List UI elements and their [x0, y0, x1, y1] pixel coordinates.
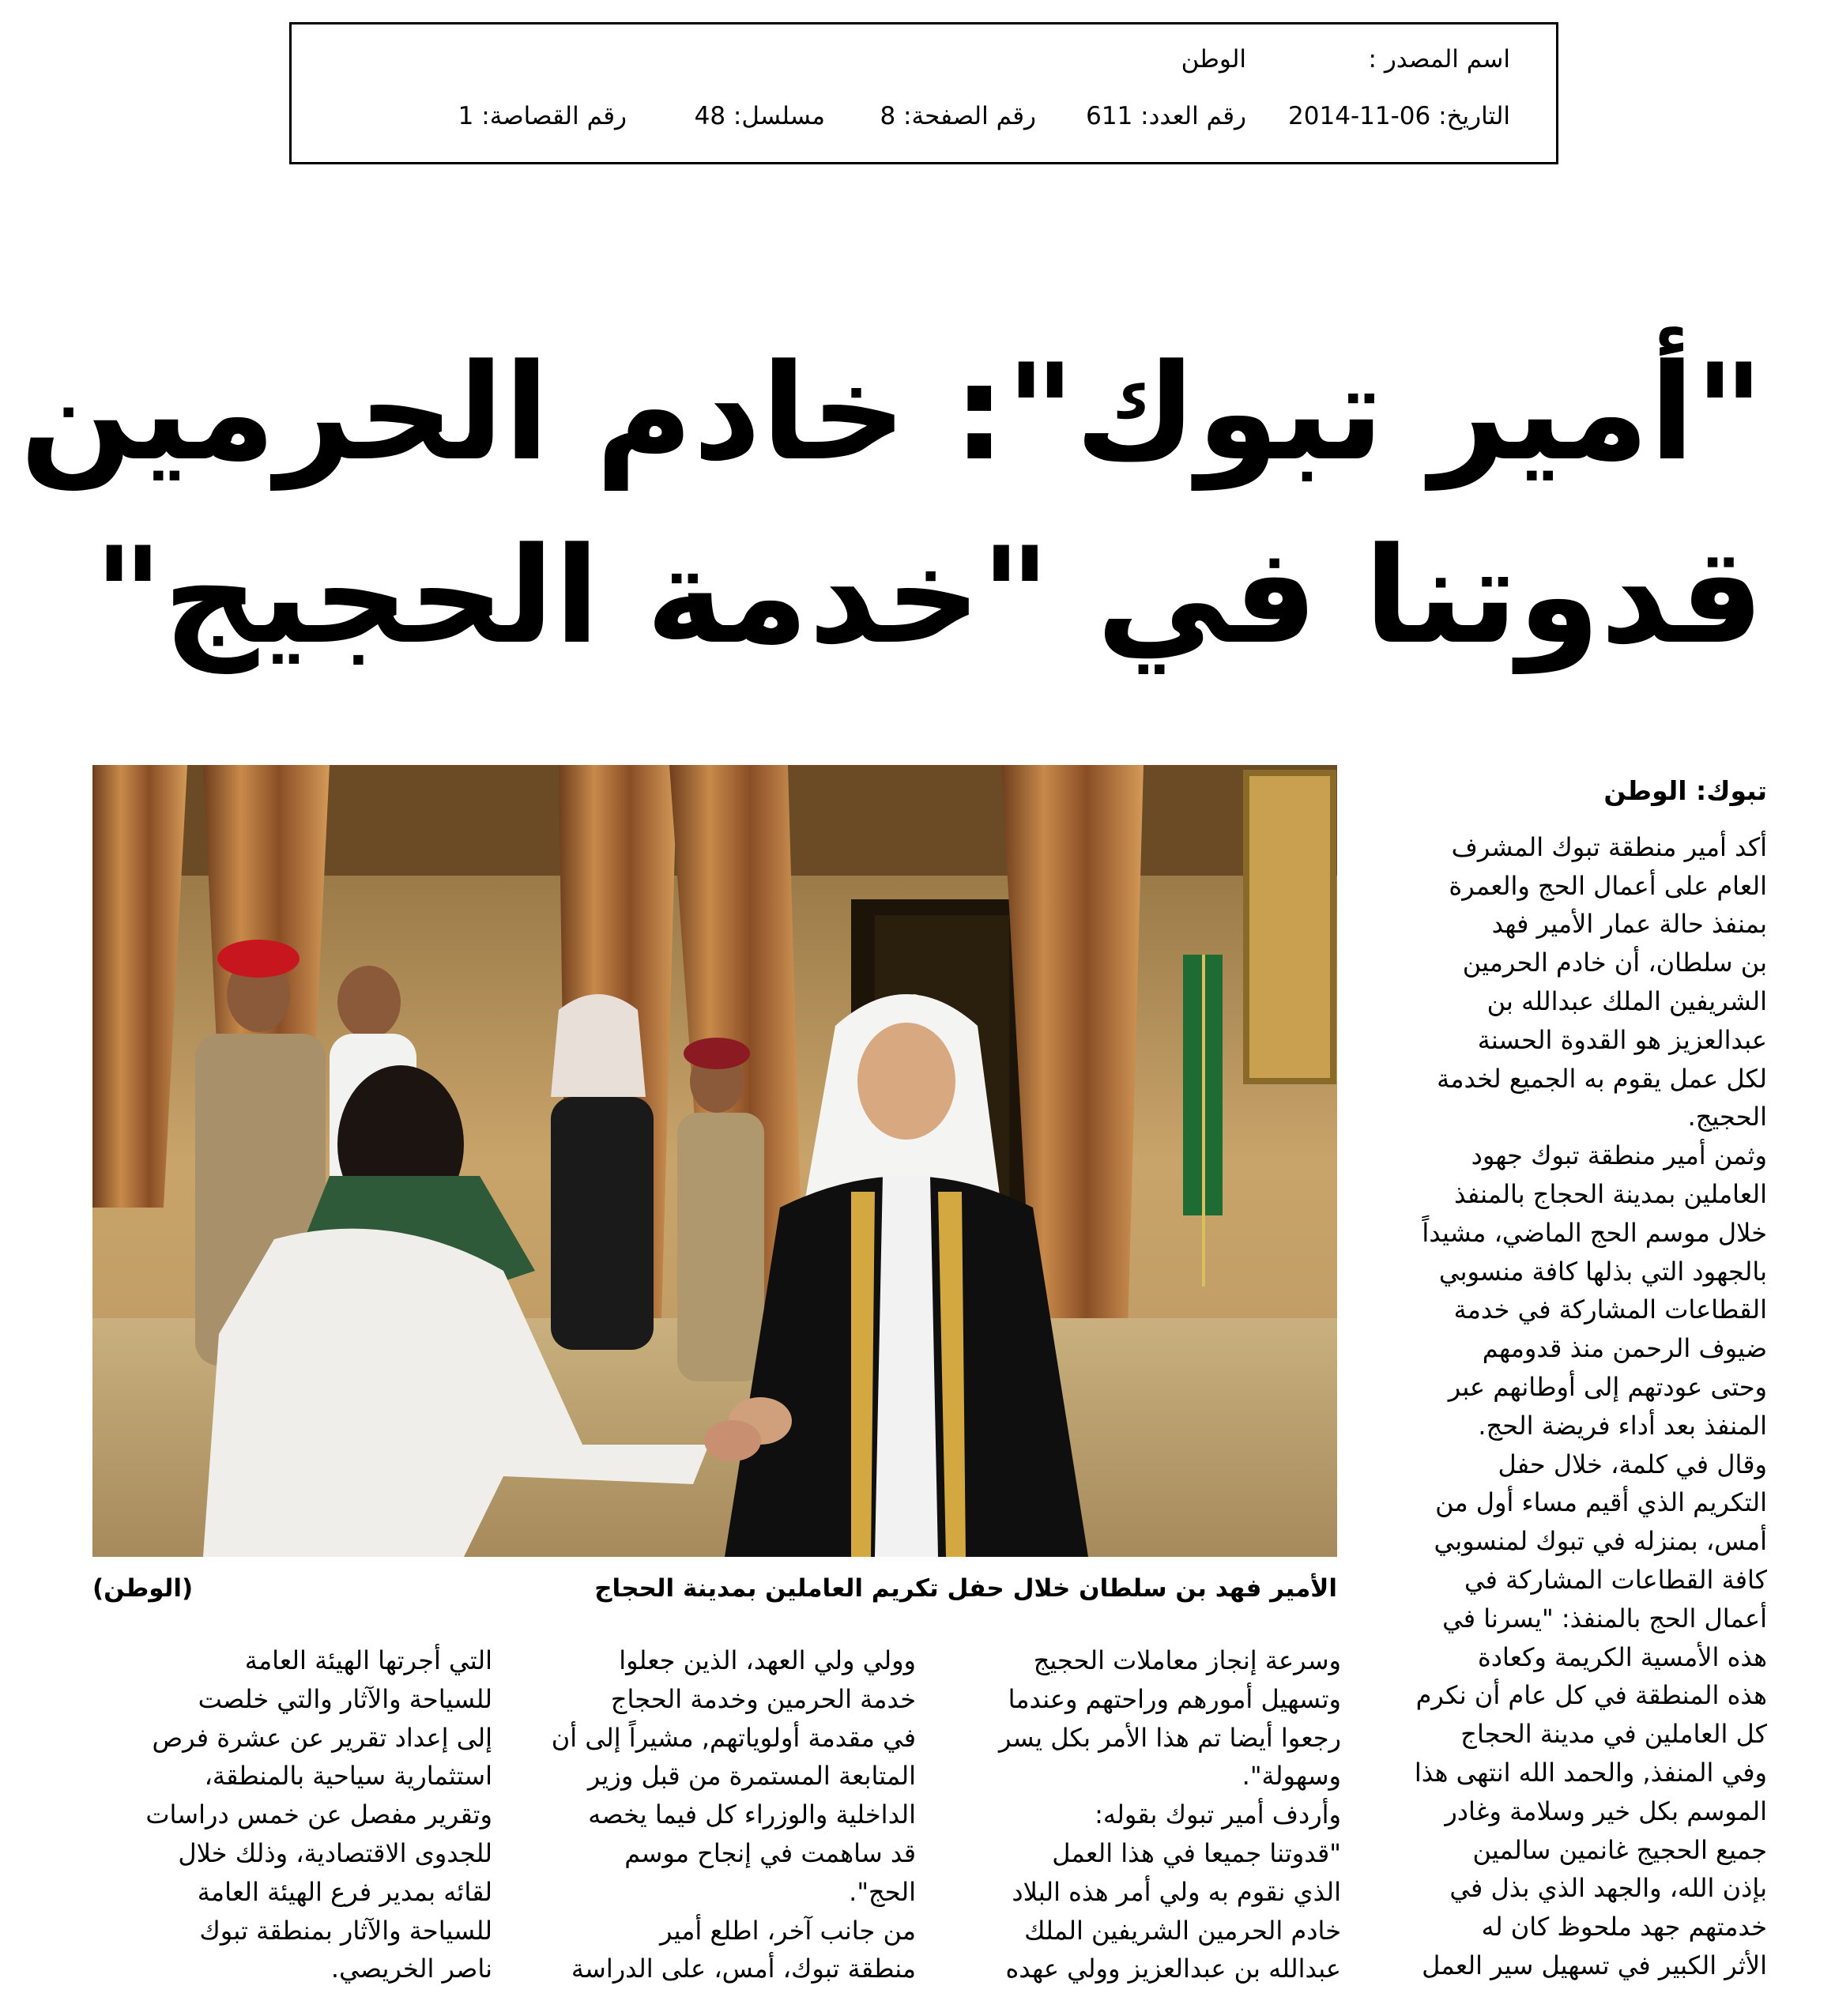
col-right-line: أكد أمير منطقة تبوك المشرف [1451, 831, 1767, 862]
col-right-line: التكريم الذي أقيم مساء أول من [1435, 1487, 1767, 1518]
col2-line: عبدالله بن عبدالعزيز وولي عهده [1005, 1954, 1341, 1984]
col-right-line: الشريفين الملك عبدالله بن [1486, 985, 1767, 1016]
col-right-line: أمس، بمنزله في تبوك لمنسوبي [1434, 1526, 1767, 1557]
col-right-line: ضيوف الرحمن منذ قدومهم [1482, 1333, 1767, 1364]
col2-line: رجعوا أيضا تم هذا الأمر بكل يسر [998, 1722, 1341, 1753]
issue-field: رقم العدد: 611 [1086, 102, 1246, 130]
col-right-line: بن سلطان، أن خادم الحرمين [1462, 948, 1767, 978]
col3-line: الحج". [849, 1876, 916, 1907]
col-right-line: وثمن أمير منطقة تبوك جهود [1471, 1140, 1767, 1171]
col3-line: منطقة تبوك، أمس، على الدراسة [571, 1954, 916, 1984]
col-right-line: كافة القطاعات المشاركة في [1464, 1564, 1767, 1595]
col-right-line: هذه الأمسية الكريمة وكعادة [1477, 1641, 1767, 1672]
headline-line-1: "أمير تبوك": خادم الحرمين [20, 335, 1764, 490]
col-right-line: وفي المنفذ, والحمد الله انتهى هذا [1414, 1757, 1767, 1788]
col4-line: إلى إعداد تقرير عن عشرة فرص [152, 1722, 492, 1753]
col4-line: وتقرير مفصل عن خمس دراسات [145, 1799, 492, 1830]
article-column-3 [519, 1641, 916, 1988]
headline-line-2: قدوتنا في "خدمة الحجيج" [93, 518, 1764, 673]
source-info-box [289, 22, 1558, 164]
col-right-line: الحجيج. [1687, 1102, 1767, 1132]
col4-line: ناصر الخريصي. [330, 1954, 492, 1984]
col2-line: خادم الحرمين الشريفين الملك [1024, 1915, 1341, 1946]
col-right-line: وقال في كلمة، خلال حفل [1498, 1449, 1767, 1479]
col3-line: الداخلية والوزراء كل فيما يخصه [588, 1799, 916, 1830]
serial-field: مسلسل: 48 [694, 102, 825, 130]
col-right-line: الأثر الكبير في تسهيل سير العمل [1422, 1950, 1767, 1980]
col4-line: لقائه بمدير فرع الهيئة العامة [197, 1876, 492, 1907]
col3-line: في مقدمة أولوياتهم, مشيراً إلى أن [551, 1722, 916, 1753]
col2-line: "قدوتنا جميعا في هذا العمل [1052, 1837, 1341, 1868]
col-right-line: لكل عمل يقوم به الجميع لخدمة [1437, 1063, 1767, 1094]
col4-line: استثمارية سياحية بالمنطقة، [204, 1761, 492, 1792]
article-column-left [92, 1641, 492, 1988]
byline: تبوك: الوطن [1603, 775, 1767, 806]
col-right-line: العاملين بمدينة الحجاج بالمنفذ [1454, 1178, 1767, 1209]
col3-line: خدمة الحرمين وخدمة الحجاج [610, 1683, 916, 1714]
col-right-line: كل العاملين في مدينة الحجاج [1460, 1719, 1767, 1750]
source-name: الوطن [1181, 45, 1246, 73]
col2-line: وتسهيل أمورهم وراحتهم وعندما [1008, 1683, 1341, 1714]
col3-line: قد ساهمت في إنجاح موسم [624, 1837, 916, 1868]
source-label: اسم المصدر : [1368, 45, 1510, 73]
col4-line: للجدوى الاقتصادية، وذلك خلال [178, 1837, 492, 1868]
col3-line: المتابعة المستمرة من قبل وزير [587, 1761, 916, 1792]
col-right-line: بمنفذ حالة عمار الأمير فهد [1491, 909, 1767, 940]
col-right-line: بالجهود التي بذلها كافة منسوبي [1438, 1256, 1767, 1287]
page-field: رقم الصفحة: 8 [880, 102, 1036, 130]
col3-line: وولي ولي العهد، الذين جعلوا [619, 1645, 916, 1675]
col-right-line: أعمال الحج بالمنفذ: "يسرنا في [1442, 1603, 1767, 1634]
col-right-line: القطاعات المشاركة في خدمة [1453, 1294, 1767, 1325]
col2-line: وسرعة إنجاز معاملات الحجيج [1033, 1645, 1341, 1675]
col2-line: وأردف أمير تبوك بقوله: [1095, 1799, 1341, 1830]
col-right-line: بإذن الله، والجهد الذي بذل في [1449, 1873, 1767, 1904]
col4-line: للسياحة والآثار بمنطقة تبوك [199, 1915, 492, 1946]
col3-line: من جانب آخر، اطلع أمير [659, 1915, 916, 1946]
col-right-line: خلال موسم الحج الماضي، مشيداً [1422, 1217, 1767, 1248]
col2-line: وسهولة". [1242, 1761, 1341, 1792]
col4-line: للسياحة والآثار والتي خلصت [198, 1683, 492, 1714]
clip-field: رقم القصاصة: 1 [458, 102, 627, 130]
date-field: التاريخ: 06-11-2014 [1288, 102, 1510, 130]
photo-illustration [92, 765, 1337, 1557]
article-column-2 [944, 1641, 1341, 1988]
col-right-line: هذه المنطقة في كل عام أن نكرم [1415, 1680, 1767, 1711]
news-photo [92, 765, 1337, 1557]
col-right-line: خدمتهم جهد ملحوظ كان له [1481, 1912, 1767, 1943]
col-right-line: المنفذ بعد أداء فريضة الحج. [1478, 1410, 1767, 1441]
photo-credit: (الوطن) [92, 1574, 194, 1603]
col2-line: الذي نقوم به ولي أمر هذه البلاد [1012, 1876, 1341, 1907]
col-right-line: الموسم بكل خير وسلامة وغادر [1445, 1796, 1767, 1826]
col-right-line: وحتى عودتهم إلى أوطانهم عبر [1448, 1371, 1767, 1402]
col-right-line: جميع الحجيج غانمين سالمين [1472, 1834, 1767, 1865]
article-column-right [1356, 772, 1767, 1985]
photo-caption: الأمير فهد بن سلطان خلال حفل تكريم العاملين بمدينة الحجاج [594, 1574, 1337, 1603]
col-right-line: العام على أعمال الحج والعمرة [1449, 870, 1767, 901]
col-right-line: عبدالعزيز هو القدوة الحسنة [1477, 1024, 1767, 1055]
col4-line: التي أجرتها الهيئة العامة [244, 1645, 492, 1675]
